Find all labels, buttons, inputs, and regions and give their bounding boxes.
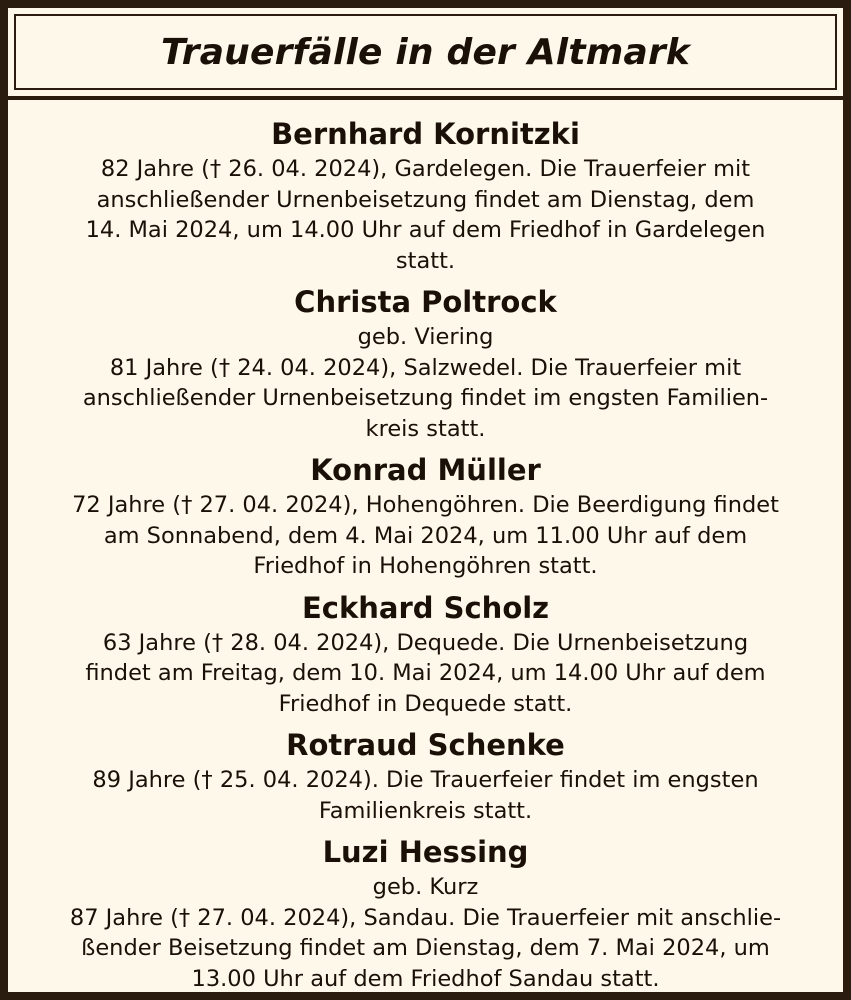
deceased-name: Rotraud Schenke	[286, 728, 565, 762]
obituary-entry-scholz	[18, 588, 833, 720]
obituary-entry-schenke	[18, 725, 833, 826]
entry-text-line: 89 Jahre († 25. 04. 2024). Die Trauerfeier findet im engsten	[92, 767, 759, 793]
entry-text-line: Familienkreis statt.	[318, 797, 533, 824]
entry-text-line: anschließender Urnenbeisetzung findet im engsten Familien-	[82, 385, 769, 411]
obituary-entry-mueller	[18, 450, 833, 582]
deceased-name: Christa Poltrock	[294, 285, 557, 319]
obituary-entry-poltrock	[18, 282, 833, 444]
entry-text-line: ßender Beisetzung findet am Dienstag, dem 7. Mai 2024, um	[81, 935, 770, 961]
page-title: Trauerfälle in der Altmark	[160, 31, 691, 73]
entry-text-line: 13.00 Uhr auf dem Friedhof Sandau statt.	[191, 965, 660, 992]
obituary-entry-hessing	[18, 832, 833, 994]
entry-text-line: 82 Jahre († 26. 04. 2024), Gardelegen. Die Trauerfeier mit	[100, 156, 751, 182]
birth-name-line: geb. Viering	[357, 324, 494, 350]
birth-name-line: geb. Kurz	[372, 874, 479, 900]
entry-text-line: am Sonnabend, dem 4. Mai 2024, um 11.00 Uhr auf dem	[103, 522, 748, 549]
entry-text-line: findet am Freitag, dem 10. Mai 2024, um 14.00 Uhr auf dem	[85, 660, 766, 686]
entry-text-line: 14. Mai 2024, um 14.00 Uhr auf dem Friedhof in Gardelegen	[85, 217, 766, 243]
deceased-name: Luzi Hessing	[322, 835, 529, 869]
deceased-name: Bernhard Kornitzki	[271, 117, 580, 151]
deceased-name: Konrad Müller	[310, 453, 541, 487]
entry-text-line: Friedhof in Dequede statt.	[278, 690, 573, 717]
entry-text-line: statt.	[395, 247, 456, 274]
entry-text-line: Friedhof in Hohengöhren statt.	[253, 553, 598, 579]
entry-text-line: 81 Jahre († 24. 04. 2024), Salzwedel. Die Trauerfeier mit	[109, 354, 742, 381]
header-divider	[8, 96, 843, 100]
entry-text-line: 87 Jahre († 27. 04. 2024), Sandau. Die Trauerfeier mit anschlie-	[69, 904, 782, 931]
entry-text-line: 72 Jahre († 27. 04. 2024), Hohengöhren. Die Beerdigung findet	[72, 492, 779, 518]
obituary-list	[18, 114, 833, 1000]
deceased-name: Eckhard Scholz	[301, 590, 550, 625]
entry-text-line: 63 Jahre († 28. 04. 2024), Dequede. Die Urnenbeisetzung	[102, 629, 749, 656]
entry-text-line: anschließender Urnenbeisetzung findet am Dienstag, dem	[96, 186, 755, 213]
obituary-entry-kornitzki	[18, 114, 833, 276]
entry-text-line: kreis statt.	[365, 415, 486, 442]
title-box	[14, 14, 837, 90]
